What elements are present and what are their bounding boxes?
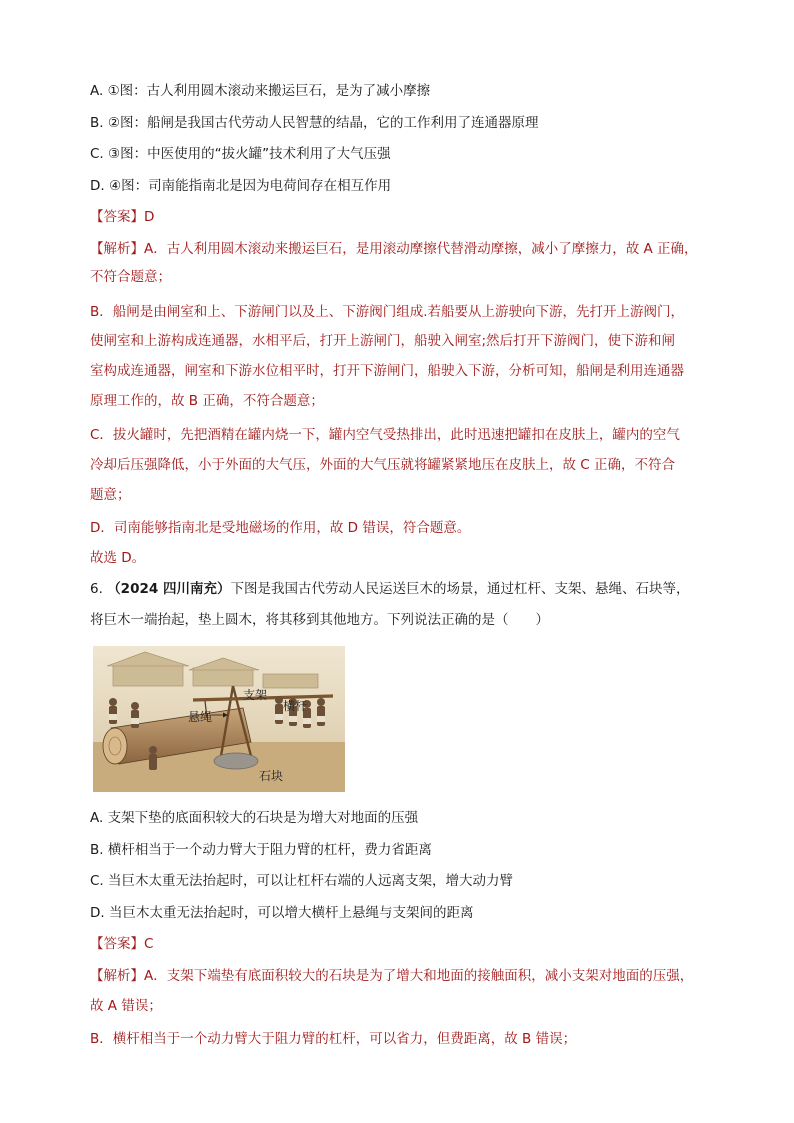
question-number: 6. bbox=[90, 581, 103, 597]
prev-explanation-line: C．拔火罐时，先把酒精在罐内烧一下，罐内空气受热排出，此时迅速把罐扣在皮肤上，罐内的空气 bbox=[90, 427, 680, 443]
prev-explanation-line: D．司南能够指南北是受地磁场的作用，故 D 错误，符合题意。 bbox=[90, 520, 471, 536]
prev-explanation-line: 不符合题意； bbox=[90, 269, 171, 285]
prev-explanation-line: 室构成连通器，闸室和下游水位相平时，打开下游闸门，船驶入下游，分析可知，船闸是利用连通器 bbox=[90, 363, 684, 379]
prev-explanation-line: B．船闸是由闸室和上、下游闸门以及上、下游阀门组成.若船要从上游驶向下游，先打开上游阀门， bbox=[90, 304, 685, 320]
option-c: C. 当巨木太重无法抬起时，可以让杠杆右端的人远离支架，增大动力臂 bbox=[90, 873, 514, 889]
label-stone: 石块 bbox=[259, 769, 284, 783]
question-stem-line2: 将巨木一端抬起，垫上圆木，将其移到其他地方。下列说法正确的是（ ） bbox=[90, 612, 549, 628]
explanation-line: B．横杆相当于一个动力臂大于阻力臂的杠杆，可以省力，但费距离，故 B 错误； bbox=[90, 1031, 577, 1047]
label-lever: 横杆 bbox=[283, 699, 308, 713]
log-transport-illustration bbox=[93, 646, 345, 792]
prev-explanation-line: 原理工作的，故 B 正确，不符合题意； bbox=[90, 393, 324, 409]
answer: 【答案】C bbox=[90, 936, 154, 952]
prev-explanation-line: 【解析】A．古人利用圆木滚动来搬运巨石，是用滚动摩擦代替滑动摩擦，减小了摩擦力，故 A 正确， bbox=[90, 241, 698, 257]
illustration-scene bbox=[93, 646, 345, 792]
question-stem-line1 bbox=[90, 579, 710, 599]
option-a: A. 支架下垫的底面积较大的石块是为增大对地面的压强 bbox=[90, 810, 419, 826]
prev-option-c: C. ③图：中医使用的“拔火罐”技术利用了大气压强 bbox=[90, 146, 391, 162]
prev-explanation-line: 题意； bbox=[90, 487, 131, 503]
prev-explanation-line: 冷却后压强降低，小于外面的大气压，外面的大气压就将罐紧紧地压在皮肤上，故 C 正确，不符合 bbox=[90, 457, 676, 473]
question-stem-text: 下图是我国古代劳动人民运送巨木的场景，通过杠杆、支架、悬绳、石块等， bbox=[230, 581, 690, 597]
label-support: 支架 bbox=[243, 688, 268, 702]
question-source: （2024 四川南充） bbox=[107, 581, 231, 597]
explanation-line: 故 A 错误； bbox=[90, 998, 162, 1014]
option-b: B. 横杆相当于一个动力臂大于阻力臂的杠杆，费力省距离 bbox=[90, 842, 432, 858]
prev-answer: 【答案】D bbox=[90, 209, 155, 225]
prev-option-b: B. ②图：船闸是我国古代劳动人民智慧的结晶，它的工作利用了连通器原理 bbox=[90, 115, 539, 131]
explanation-line: 【解析】A．支架下端垫有底面积较大的石块是为了增大和地面的接触面积，减小支架对地面的压强， bbox=[90, 968, 694, 984]
option-d: D. 当巨木太重无法抬起时，可以增大横杆上悬绳与支架间的距离 bbox=[90, 905, 474, 921]
prev-explanation-line: 使闸室和上游构成连通器，水相平后，打开上游闸门，船驶入闸室;然后打开下游阀门，使下游和闸 bbox=[90, 333, 676, 349]
prev-option-a: A. ①图：古人利用圆木滚动来搬运巨石，是为了减小摩擦 bbox=[90, 83, 431, 99]
prev-explanation-line: 故选 D。 bbox=[90, 550, 146, 566]
label-rope: 悬绳 bbox=[188, 710, 213, 724]
prev-option-d: D. ④图：司南能指南北是因为电荷间存在相互作用 bbox=[90, 178, 392, 194]
